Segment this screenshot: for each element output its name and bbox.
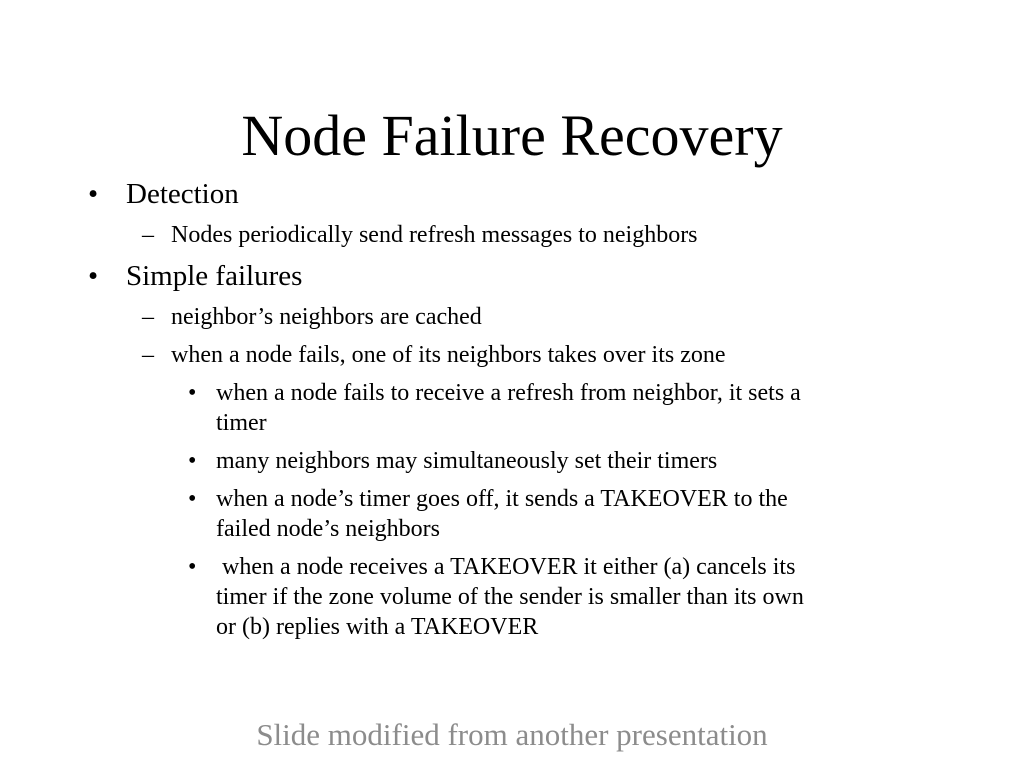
list-item-sets-timer-line1: when a node fails to receive a refresh from neighbor, it sets a — [216, 380, 801, 406]
bullet-marker: • — [188, 486, 197, 512]
bullet-marker: • — [188, 448, 197, 474]
bullet-marker: • — [88, 260, 99, 292]
dash-marker: – — [142, 342, 154, 368]
list-item-receives-takeover-line1: when a node receives a TAKEOVER it either (a) cancels its — [216, 554, 796, 580]
dash-marker: – — [142, 304, 154, 330]
bullet-marker: • — [88, 178, 99, 210]
bullet-marker: • — [188, 554, 197, 580]
list-item-takes-over-zone: when a node fails, one of its neighbors takes over its zone — [171, 342, 726, 368]
list-item-simultaneous-timers: many neighbors may simultaneously set their timers — [216, 448, 718, 474]
list-item-refresh-messages: Nodes periodically send refresh messages to neighbors — [171, 222, 698, 248]
list-item-timer-goes-off-line2: failed node’s neighbors — [216, 516, 440, 542]
list-item-sets-timer-line2: timer — [216, 410, 267, 436]
slide-title: Node Failure Recovery — [241, 103, 783, 168]
list-item-receives-takeover-line2: timer if the zone volume of the sender is smaller than its own — [216, 584, 804, 610]
list-item-detection: Detection — [126, 178, 239, 210]
dash-marker: – — [142, 222, 154, 248]
slide-footer: Slide modified from another presentation — [256, 717, 768, 752]
bullet-marker: • — [188, 380, 197, 406]
list-item-neighbors-cached: neighbor’s neighbors are cached — [171, 304, 482, 330]
list-item-simple-failures: Simple failures — [126, 260, 303, 292]
list-item-timer-goes-off-line1: when a node’s timer goes off, it sends a TAKEOVER to the — [216, 486, 788, 512]
list-item-receives-takeover-line3: or (b) replies with a TAKEOVER — [216, 614, 539, 640]
